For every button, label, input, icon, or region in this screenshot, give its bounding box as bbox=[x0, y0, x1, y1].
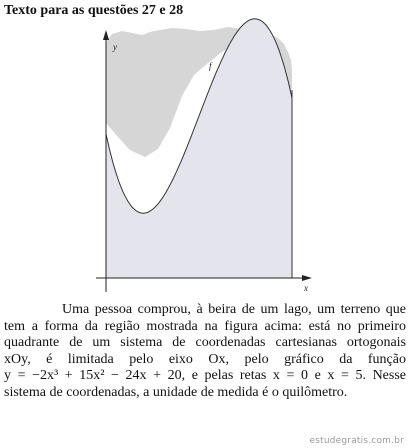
x-axis-arrow-icon bbox=[302, 275, 312, 281]
paragraph-line: y = −2x³ + 15x² − 24x + 20, e pelas retas x = 0 e x = 5. Nesse bbox=[4, 368, 406, 383]
paragraph-line: quadrante de um sistema de coordenadas cartesianas ortogonais bbox=[4, 335, 406, 350]
x-axis-label: x bbox=[304, 283, 308, 293]
paragraph-line: tem a forma da região mostrada na figura acima: está no primeiro bbox=[4, 318, 406, 334]
curve-label: f bbox=[209, 61, 212, 71]
problem-paragraph bbox=[4, 302, 406, 401]
paragraph-line: xOy, é limitada pelo eixo Ox, pelo gráfico da função bbox=[4, 351, 406, 367]
paragraph-line: Uma pessoa comprou, à beira de um lago, um terreno que bbox=[62, 302, 406, 317]
site-watermark: estudegratis.com.br bbox=[309, 436, 404, 446]
y-axis-arrow-icon bbox=[103, 30, 109, 40]
page-heading: Texto para as questões 27 e 28 bbox=[4, 3, 184, 18]
paragraph-line: sistema de coordenadas, a unidade de medida é o quilômetro. bbox=[4, 384, 348, 400]
y-axis-label: y bbox=[113, 42, 117, 52]
